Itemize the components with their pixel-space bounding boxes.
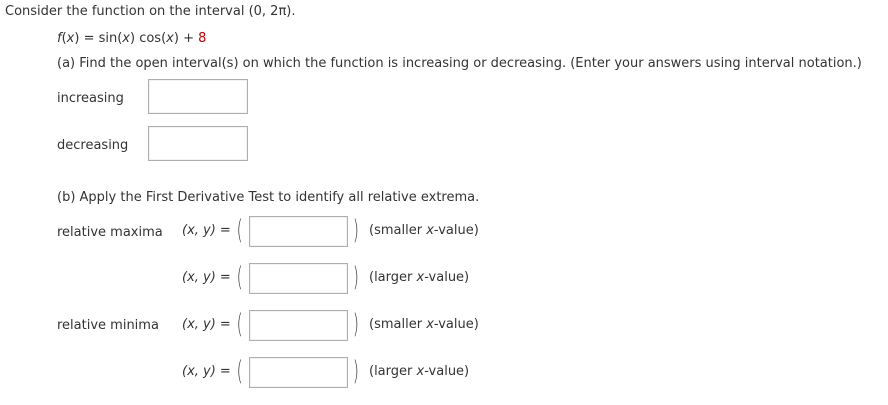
xy-label: (x, y) = (182, 364, 231, 379)
function-lhs: f(x) = sin(x) cos(x) + (57, 31, 199, 46)
xy-label: (x, y) = (182, 317, 231, 332)
maxima-smaller-input[interactable] (249, 216, 348, 247)
part-b-instruction: (b) Apply the First Derivative Test to identify all relative extrema. (57, 190, 480, 205)
larger-x-note: (larger x-value) (369, 270, 470, 285)
maxima-larger-input[interactable] (249, 263, 348, 294)
open-paren: ( (236, 215, 243, 246)
intro-prefix: Consider the function on the interval (5, 4, 249, 19)
decreasing-label: decreasing (57, 138, 129, 153)
open-paren: ( (236, 356, 243, 387)
close-paren: ) (353, 356, 359, 387)
close-paren: ) (353, 309, 359, 340)
relative-minima-label: relative minima (57, 318, 159, 333)
function-constant: 8 (198, 31, 207, 46)
open-paren: ( (236, 262, 243, 293)
xy-label: (x, y) = (182, 223, 231, 238)
relative-maxima-label: relative maxima (57, 225, 163, 240)
decreasing-input[interactable] (148, 126, 248, 161)
smaller-x-note: (smaller x-value) (369, 223, 479, 238)
minima-larger-input[interactable] (249, 357, 348, 388)
larger-x-note: (larger x-value) (369, 364, 470, 379)
intro-suffix: . (291, 4, 296, 19)
smaller-x-note: (smaller x-value) (369, 317, 479, 332)
part-a-instruction: (a) Find the open interval(s) on which the function is increasing or decreasing. (Enter your answers using interval notation.) (57, 56, 862, 71)
function-definition (57, 31, 206, 47)
close-paren: ) (353, 215, 359, 246)
increasing-input[interactable] (148, 79, 248, 114)
open-paren: ( (236, 309, 243, 340)
question-intro (5, 4, 296, 20)
increasing-label: increasing (57, 91, 124, 106)
xy-label: (x, y) = (182, 270, 231, 285)
close-paren: ) (353, 262, 359, 293)
intro-interval: (0, 2π) (248, 4, 292, 19)
minima-smaller-input[interactable] (249, 310, 348, 341)
